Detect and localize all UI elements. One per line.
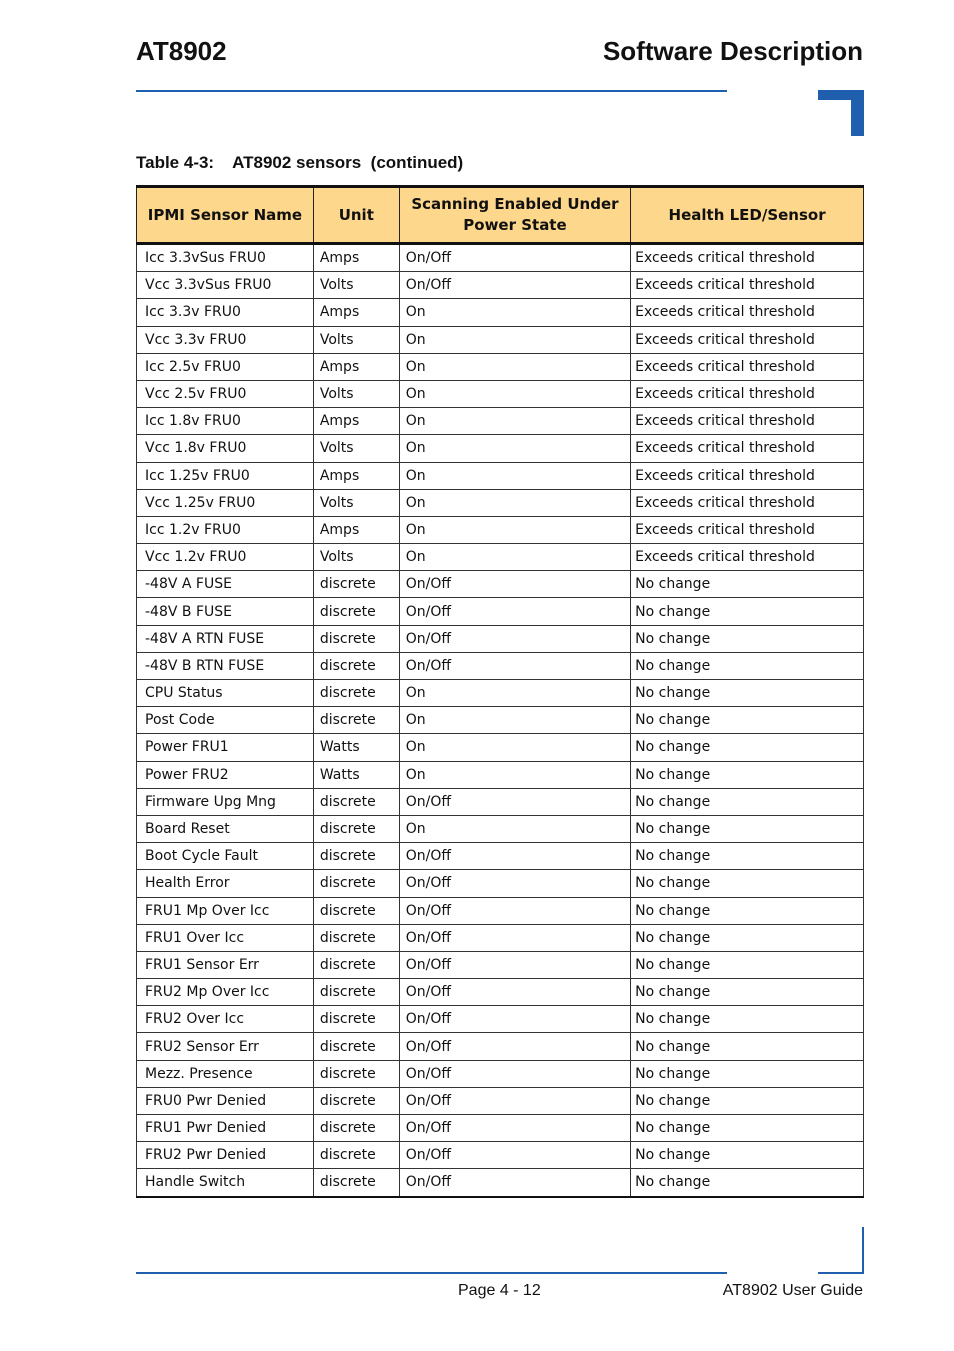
table-caption-label: Table 4-3: xyxy=(136,153,215,172)
table-row xyxy=(137,326,864,353)
cell-sensor-name: -48V A FUSE xyxy=(137,571,314,598)
cell-sensor-name: Vcc 3.3vSus FRU0 xyxy=(137,272,314,299)
cell-sensor-name: Power FRU1 xyxy=(137,734,314,761)
cell-unit: discrete xyxy=(313,1169,399,1197)
table-header-row xyxy=(137,187,864,244)
corner-mark-bottom xyxy=(818,1227,864,1274)
table-row xyxy=(137,788,864,815)
cell-scanning: On/Off xyxy=(399,1115,630,1142)
cell-unit: discrete xyxy=(313,897,399,924)
cell-scanning: On xyxy=(399,680,630,707)
cell-scanning: On xyxy=(399,707,630,734)
cell-sensor-name: FRU2 Mp Over Icc xyxy=(137,979,314,1006)
product-name: AT8902 xyxy=(136,36,227,66)
cell-scanning: On/Off xyxy=(399,1060,630,1087)
cell-sensor-name: FRU2 Over Icc xyxy=(137,1006,314,1033)
cell-sensor-name: Icc 3.3vSus FRU0 xyxy=(137,244,314,272)
cell-scanning: On/Off xyxy=(399,571,630,598)
cell-unit: Watts xyxy=(313,734,399,761)
table-row xyxy=(137,353,864,380)
table-row xyxy=(137,244,864,272)
cell-health: No change xyxy=(631,979,864,1006)
cell-scanning: On/Off xyxy=(399,979,630,1006)
table-row xyxy=(137,462,864,489)
cell-health: Exceeds critical threshold xyxy=(631,408,864,435)
cell-health: Exceeds critical threshold xyxy=(631,462,864,489)
cell-scanning: On xyxy=(399,489,630,516)
cell-scanning: On/Off xyxy=(399,843,630,870)
cell-sensor-name: -48V B RTN FUSE xyxy=(137,652,314,679)
cell-sensor-name: Vcc 1.25v FRU0 xyxy=(137,489,314,516)
cell-unit: Volts xyxy=(313,326,399,353)
cell-health: No change xyxy=(631,843,864,870)
cell-sensor-name: FRU2 Pwr Denied xyxy=(137,1142,314,1169)
cell-health: Exceeds critical threshold xyxy=(631,489,864,516)
cell-scanning: On xyxy=(399,326,630,353)
cell-sensor-name: Icc 1.25v FRU0 xyxy=(137,462,314,489)
cell-unit: Amps xyxy=(313,516,399,543)
cell-unit: discrete xyxy=(313,652,399,679)
cell-health: Exceeds critical threshold xyxy=(631,244,864,272)
cell-scanning: On xyxy=(399,380,630,407)
cell-health: No change xyxy=(631,734,864,761)
cell-unit: Amps xyxy=(313,244,399,272)
table-row xyxy=(137,272,864,299)
cell-sensor-name: CPU Status xyxy=(137,680,314,707)
cell-scanning: On xyxy=(399,544,630,571)
table-row xyxy=(137,435,864,462)
guide-title: AT8902 User Guide xyxy=(722,1282,863,1299)
cell-unit: discrete xyxy=(313,1087,399,1114)
table-row xyxy=(137,489,864,516)
cell-sensor-name: FRU1 Sensor Err xyxy=(137,951,314,978)
cell-sensor-name: FRU0 Pwr Denied xyxy=(137,1087,314,1114)
cell-health: No change xyxy=(631,571,864,598)
cell-sensor-name: FRU1 Over Icc xyxy=(137,924,314,951)
cell-health: No change xyxy=(631,1142,864,1169)
cell-health: No change xyxy=(631,1033,864,1060)
table-row xyxy=(137,1087,864,1114)
column-header-health: Health LED/Sensor xyxy=(631,187,864,244)
table-row xyxy=(137,734,864,761)
cell-unit: Amps xyxy=(313,299,399,326)
cell-sensor-name: Mezz. Presence xyxy=(137,1060,314,1087)
sensors-table xyxy=(136,185,864,1198)
cell-scanning: On xyxy=(399,462,630,489)
header-rule xyxy=(136,90,727,92)
cell-sensor-name: -48V B FUSE xyxy=(137,598,314,625)
cell-health: No change xyxy=(631,1060,864,1087)
cell-health: No change xyxy=(631,707,864,734)
column-header-unit: Unit xyxy=(313,187,399,244)
cell-health: No change xyxy=(631,897,864,924)
cell-sensor-name: Board Reset xyxy=(137,815,314,842)
cell-unit: Watts xyxy=(313,761,399,788)
cell-scanning: On xyxy=(399,299,630,326)
cell-sensor-name: Power FRU2 xyxy=(137,761,314,788)
cell-health: No change xyxy=(631,924,864,951)
cell-scanning: On/Off xyxy=(399,272,630,299)
table-row xyxy=(137,1142,864,1169)
corner-mark-bottom-vertical xyxy=(862,1227,864,1274)
cell-unit: discrete xyxy=(313,870,399,897)
cell-health: No change xyxy=(631,652,864,679)
table-caption-title: AT8902 sensors (continued) xyxy=(232,153,464,172)
cell-unit: discrete xyxy=(313,1115,399,1142)
table-row xyxy=(137,544,864,571)
cell-sensor-name: Firmware Upg Mng xyxy=(137,788,314,815)
cell-health: Exceeds critical threshold xyxy=(631,299,864,326)
cell-health: No change xyxy=(631,1115,864,1142)
cell-health: Exceeds critical threshold xyxy=(631,272,864,299)
cell-sensor-name: Boot Cycle Fault xyxy=(137,843,314,870)
table-row xyxy=(137,680,864,707)
footer-rule xyxy=(136,1272,727,1274)
cell-sensor-name: Vcc 1.2v FRU0 xyxy=(137,544,314,571)
cell-sensor-name: Vcc 3.3v FRU0 xyxy=(137,326,314,353)
cell-health: No change xyxy=(631,815,864,842)
cell-unit: Volts xyxy=(313,380,399,407)
cell-health: Exceeds critical threshold xyxy=(631,516,864,543)
cell-health: No change xyxy=(631,870,864,897)
table-row xyxy=(137,924,864,951)
cell-unit: discrete xyxy=(313,843,399,870)
cell-unit: discrete xyxy=(313,680,399,707)
table-row xyxy=(137,815,864,842)
cell-unit: discrete xyxy=(313,788,399,815)
cell-health: No change xyxy=(631,788,864,815)
cell-unit: discrete xyxy=(313,625,399,652)
cell-health: No change xyxy=(631,1006,864,1033)
cell-sensor-name: Vcc 2.5v FRU0 xyxy=(137,380,314,407)
cell-health: Exceeds critical threshold xyxy=(631,435,864,462)
cell-scanning: On/Off xyxy=(399,244,630,272)
cell-scanning: On/Off xyxy=(399,924,630,951)
cell-health: No change xyxy=(631,761,864,788)
cell-health: No change xyxy=(631,1087,864,1114)
cell-unit: discrete xyxy=(313,924,399,951)
cell-sensor-name: Icc 2.5v FRU0 xyxy=(137,353,314,380)
table-row xyxy=(137,1169,864,1197)
cell-sensor-name: FRU1 Pwr Denied xyxy=(137,1115,314,1142)
cell-health: No change xyxy=(631,625,864,652)
cell-scanning: On xyxy=(399,435,630,462)
cell-scanning: On/Off xyxy=(399,1087,630,1114)
table-caption xyxy=(136,153,463,173)
corner-mark-top xyxy=(818,90,864,136)
cell-scanning: On/Off xyxy=(399,652,630,679)
table-row xyxy=(137,516,864,543)
cell-sensor-name: Icc 1.8v FRU0 xyxy=(137,408,314,435)
table-row xyxy=(137,652,864,679)
cell-sensor-name: FRU1 Mp Over Icc xyxy=(137,897,314,924)
cell-unit: Amps xyxy=(313,408,399,435)
cell-unit: discrete xyxy=(313,1006,399,1033)
cell-unit: Amps xyxy=(313,353,399,380)
corner-mark-top-vertical xyxy=(851,90,864,136)
cell-unit: discrete xyxy=(313,1142,399,1169)
cell-health: No change xyxy=(631,680,864,707)
cell-unit: discrete xyxy=(313,951,399,978)
cell-unit: Volts xyxy=(313,435,399,462)
cell-unit: discrete xyxy=(313,979,399,1006)
cell-unit: Volts xyxy=(313,272,399,299)
cell-scanning: On/Off xyxy=(399,788,630,815)
cell-unit: discrete xyxy=(313,1060,399,1087)
cell-sensor-name: Vcc 1.8v FRU0 xyxy=(137,435,314,462)
table-row xyxy=(137,707,864,734)
column-header-sensor-name: IPMI Sensor Name xyxy=(137,187,314,244)
cell-health: Exceeds critical threshold xyxy=(631,353,864,380)
table-row xyxy=(137,897,864,924)
cell-scanning: On/Off xyxy=(399,1033,630,1060)
cell-scanning: On/Off xyxy=(399,951,630,978)
table-row xyxy=(137,1060,864,1087)
corner-mark-bottom-horizontal xyxy=(818,1272,864,1274)
cell-health: Exceeds critical threshold xyxy=(631,326,864,353)
cell-scanning: On/Off xyxy=(399,870,630,897)
cell-scanning: On/Off xyxy=(399,598,630,625)
cell-sensor-name: Post Code xyxy=(137,707,314,734)
section-title: Software Description xyxy=(602,36,863,66)
cell-scanning: On xyxy=(399,353,630,380)
cell-health: No change xyxy=(631,1169,864,1197)
page-number: Page 4 - 12 xyxy=(458,1282,541,1299)
table-row xyxy=(137,1006,864,1033)
cell-sensor-name: FRU2 Sensor Err xyxy=(137,1033,314,1060)
cell-scanning: On xyxy=(399,408,630,435)
cell-scanning: On/Off xyxy=(399,1006,630,1033)
table-row xyxy=(137,761,864,788)
column-header-scanning: Scanning Enabled Under Power State xyxy=(399,187,630,244)
table-row xyxy=(137,299,864,326)
cell-scanning: On xyxy=(399,734,630,761)
cell-scanning: On xyxy=(399,815,630,842)
table-row xyxy=(137,571,864,598)
cell-sensor-name: Health Error xyxy=(137,870,314,897)
cell-scanning: On xyxy=(399,516,630,543)
table-row xyxy=(137,870,864,897)
cell-unit: Volts xyxy=(313,489,399,516)
cell-health: No change xyxy=(631,951,864,978)
cell-scanning: On xyxy=(399,761,630,788)
cell-sensor-name: Icc 1.2v FRU0 xyxy=(137,516,314,543)
cell-unit: discrete xyxy=(313,707,399,734)
cell-sensor-name: Icc 3.3v FRU0 xyxy=(137,299,314,326)
table-row xyxy=(137,1033,864,1060)
cell-unit: Volts xyxy=(313,544,399,571)
table-row xyxy=(137,380,864,407)
cell-scanning: On/Off xyxy=(399,897,630,924)
cell-unit: discrete xyxy=(313,1033,399,1060)
cell-scanning: On/Off xyxy=(399,625,630,652)
cell-health: No change xyxy=(631,598,864,625)
table-row xyxy=(137,979,864,1006)
table-body xyxy=(137,244,864,1197)
cell-sensor-name: Handle Switch xyxy=(137,1169,314,1197)
table-row xyxy=(137,951,864,978)
cell-unit: discrete xyxy=(313,815,399,842)
table-row xyxy=(137,408,864,435)
cell-unit: discrete xyxy=(313,598,399,625)
cell-sensor-name: -48V A RTN FUSE xyxy=(137,625,314,652)
table-row xyxy=(137,843,864,870)
table-row xyxy=(137,1115,864,1142)
table-row xyxy=(137,598,864,625)
cell-scanning: On/Off xyxy=(399,1169,630,1197)
table-row xyxy=(137,625,864,652)
cell-health: Exceeds critical threshold xyxy=(631,544,864,571)
cell-scanning: On/Off xyxy=(399,1142,630,1169)
cell-health: Exceeds critical threshold xyxy=(631,380,864,407)
cell-unit: discrete xyxy=(313,571,399,598)
cell-unit: Amps xyxy=(313,462,399,489)
